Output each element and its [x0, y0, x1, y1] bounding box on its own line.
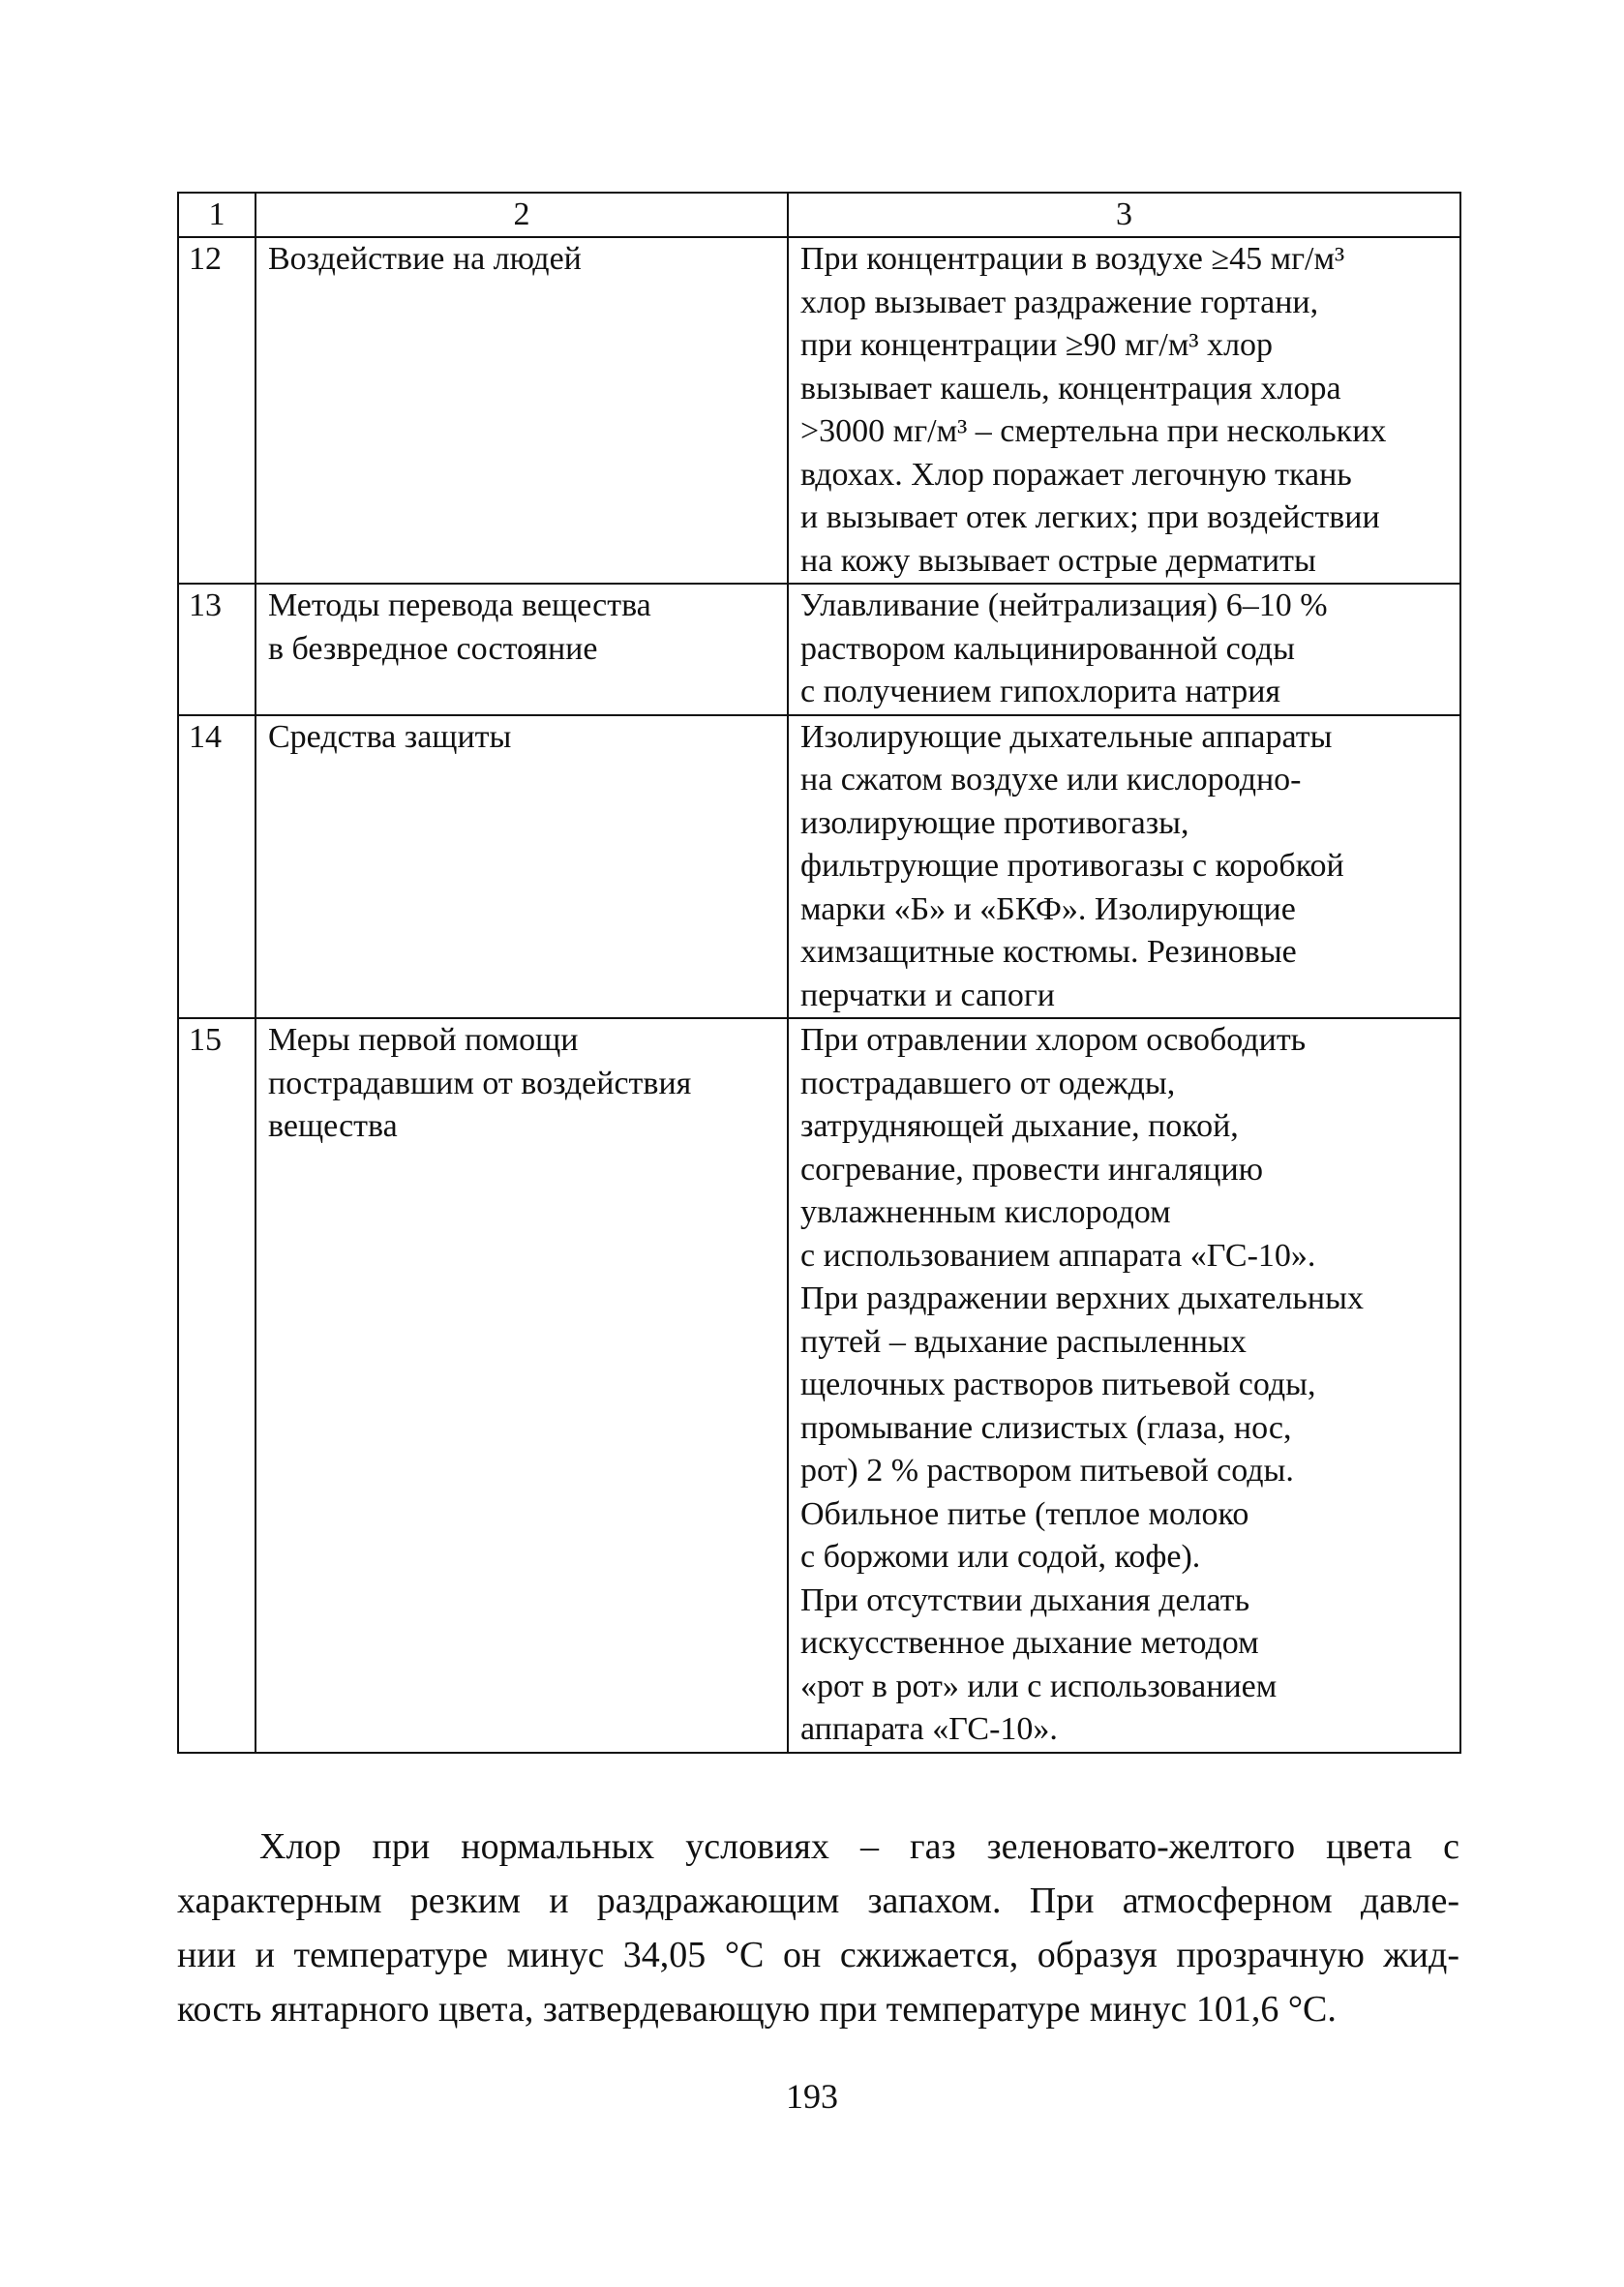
row-value	[788, 1018, 1460, 1753]
value-line: затрудняющей дыхание, покой,	[800, 1108, 1239, 1144]
header-col-1: 1	[178, 193, 256, 237]
page-number: 193	[786, 2077, 838, 2116]
value-line: с получением гипохлорита натрия	[800, 674, 1281, 709]
value-line: увлажненным кислородом	[800, 1194, 1171, 1230]
table-row	[178, 715, 1460, 1019]
paragraph-line: Хлор при нормальных условиях – газ зеленовато-желтого цвета с	[259, 1826, 1459, 1867]
value-line: на кожу вызывает острые дерматиты	[800, 542, 1316, 579]
row-value	[788, 715, 1460, 1019]
value-line: химзащитные костюмы. Резиновые	[800, 934, 1297, 970]
value-line: и вызывает отек легких; при воздействии	[800, 499, 1380, 535]
row-property	[256, 237, 788, 584]
value-line: путей – вдыхание распыленных	[800, 1323, 1247, 1360]
value-line: согревание, провести ингаляцию	[800, 1151, 1264, 1188]
row-value	[788, 237, 1460, 584]
value-line: >3000 мг/м³ – смертельна при нескольких	[800, 413, 1387, 449]
value-line: аппарата «ГС-10».	[800, 1711, 1058, 1747]
value-line: с боржоми или содой, кофе).	[800, 1539, 1201, 1575]
value-line: При отравлении хлором освободить	[800, 1022, 1307, 1058]
value-line: щелочных растворов питьевой соды,	[800, 1367, 1316, 1402]
paragraph-line: нии и температуре минус 34,05 °С он сжижается, образуя прозрачную жид-	[177, 1935, 1459, 1975]
row-number: 12	[178, 237, 256, 584]
row-number: 14	[178, 715, 256, 1019]
property-line: пострадавшим от воздействия	[268, 1065, 692, 1101]
header-col-3: 3	[788, 193, 1460, 237]
value-line: хлор вызывает раздражение гортани,	[800, 284, 1319, 320]
value-line: изолирующие противогазы,	[800, 804, 1189, 841]
value-line: «рот в рот» или с использованием	[800, 1668, 1278, 1704]
value-line: При отсутствии дыхания делать	[800, 1581, 1250, 1618]
properties-table	[177, 192, 1461, 1754]
row-property	[256, 1018, 788, 1753]
value-line: Улавливание (нейтрализация) 6–10 %	[800, 587, 1328, 623]
value-line: вдохах. Хлор поражает легочную ткань	[800, 456, 1352, 493]
value-line: с использованием аппарата «ГС-10».	[800, 1237, 1316, 1274]
property-line: Средства защиты	[268, 718, 512, 755]
value-line: раствором кальцинированной соды	[800, 630, 1295, 667]
value-line: Обильное питье (теплое молоко	[800, 1495, 1249, 1532]
paragraph-line: кость янтарного цвета, затвердевающую при температуре минус 101,6 °С.	[177, 1989, 1337, 2030]
property-line: Методы перевода вещества	[268, 587, 651, 623]
row-value	[788, 584, 1460, 715]
property-line: в безвредное состояние	[268, 630, 598, 667]
value-line: марки «Б» и «БКФ». Изолирующие	[800, 890, 1296, 927]
value-line: искусственное дыхание методом	[800, 1625, 1259, 1661]
value-line: вызывает кашель, концентрация хлора	[800, 370, 1341, 406]
value-line: перчатки и сапоги	[800, 977, 1056, 1013]
table-row	[178, 1018, 1460, 1753]
value-line: При концентрации в воздухе ≥45 мг/м³	[800, 241, 1345, 277]
row-property	[256, 584, 788, 715]
row-property	[256, 715, 788, 1019]
table-row	[178, 584, 1460, 715]
property-line: Меры первой помощи	[268, 1022, 579, 1058]
table-header-row	[178, 193, 1460, 237]
value-line: на сжатом воздухе или кислородно-	[800, 762, 1302, 797]
value-line: пострадавшего от одежды,	[800, 1065, 1176, 1101]
table-row	[178, 237, 1460, 584]
paragraph-line: характерным резким и раздражающим запахом. При атмосферном давле-	[177, 1881, 1459, 1921]
header-col-2: 2	[256, 193, 788, 237]
body-paragraph	[177, 1820, 1459, 2036]
value-line: рот) 2 % раствором питьевой соды.	[800, 1453, 1294, 1489]
value-line: фильтрующие противогазы с коробкой	[800, 848, 1344, 884]
value-line: Изолирующие дыхательные аппараты	[800, 718, 1333, 755]
row-number: 13	[178, 584, 256, 715]
value-line: при концентрации ≥90 мг/м³ хлор	[800, 327, 1274, 363]
value-line: При раздражении верхних дыхательных	[800, 1280, 1364, 1316]
row-number: 15	[178, 1018, 256, 1753]
property-line: Воздействие на людей	[268, 241, 582, 277]
value-line: промывание слизистых (глаза, нос,	[800, 1409, 1292, 1446]
property-line: вещества	[268, 1108, 398, 1144]
